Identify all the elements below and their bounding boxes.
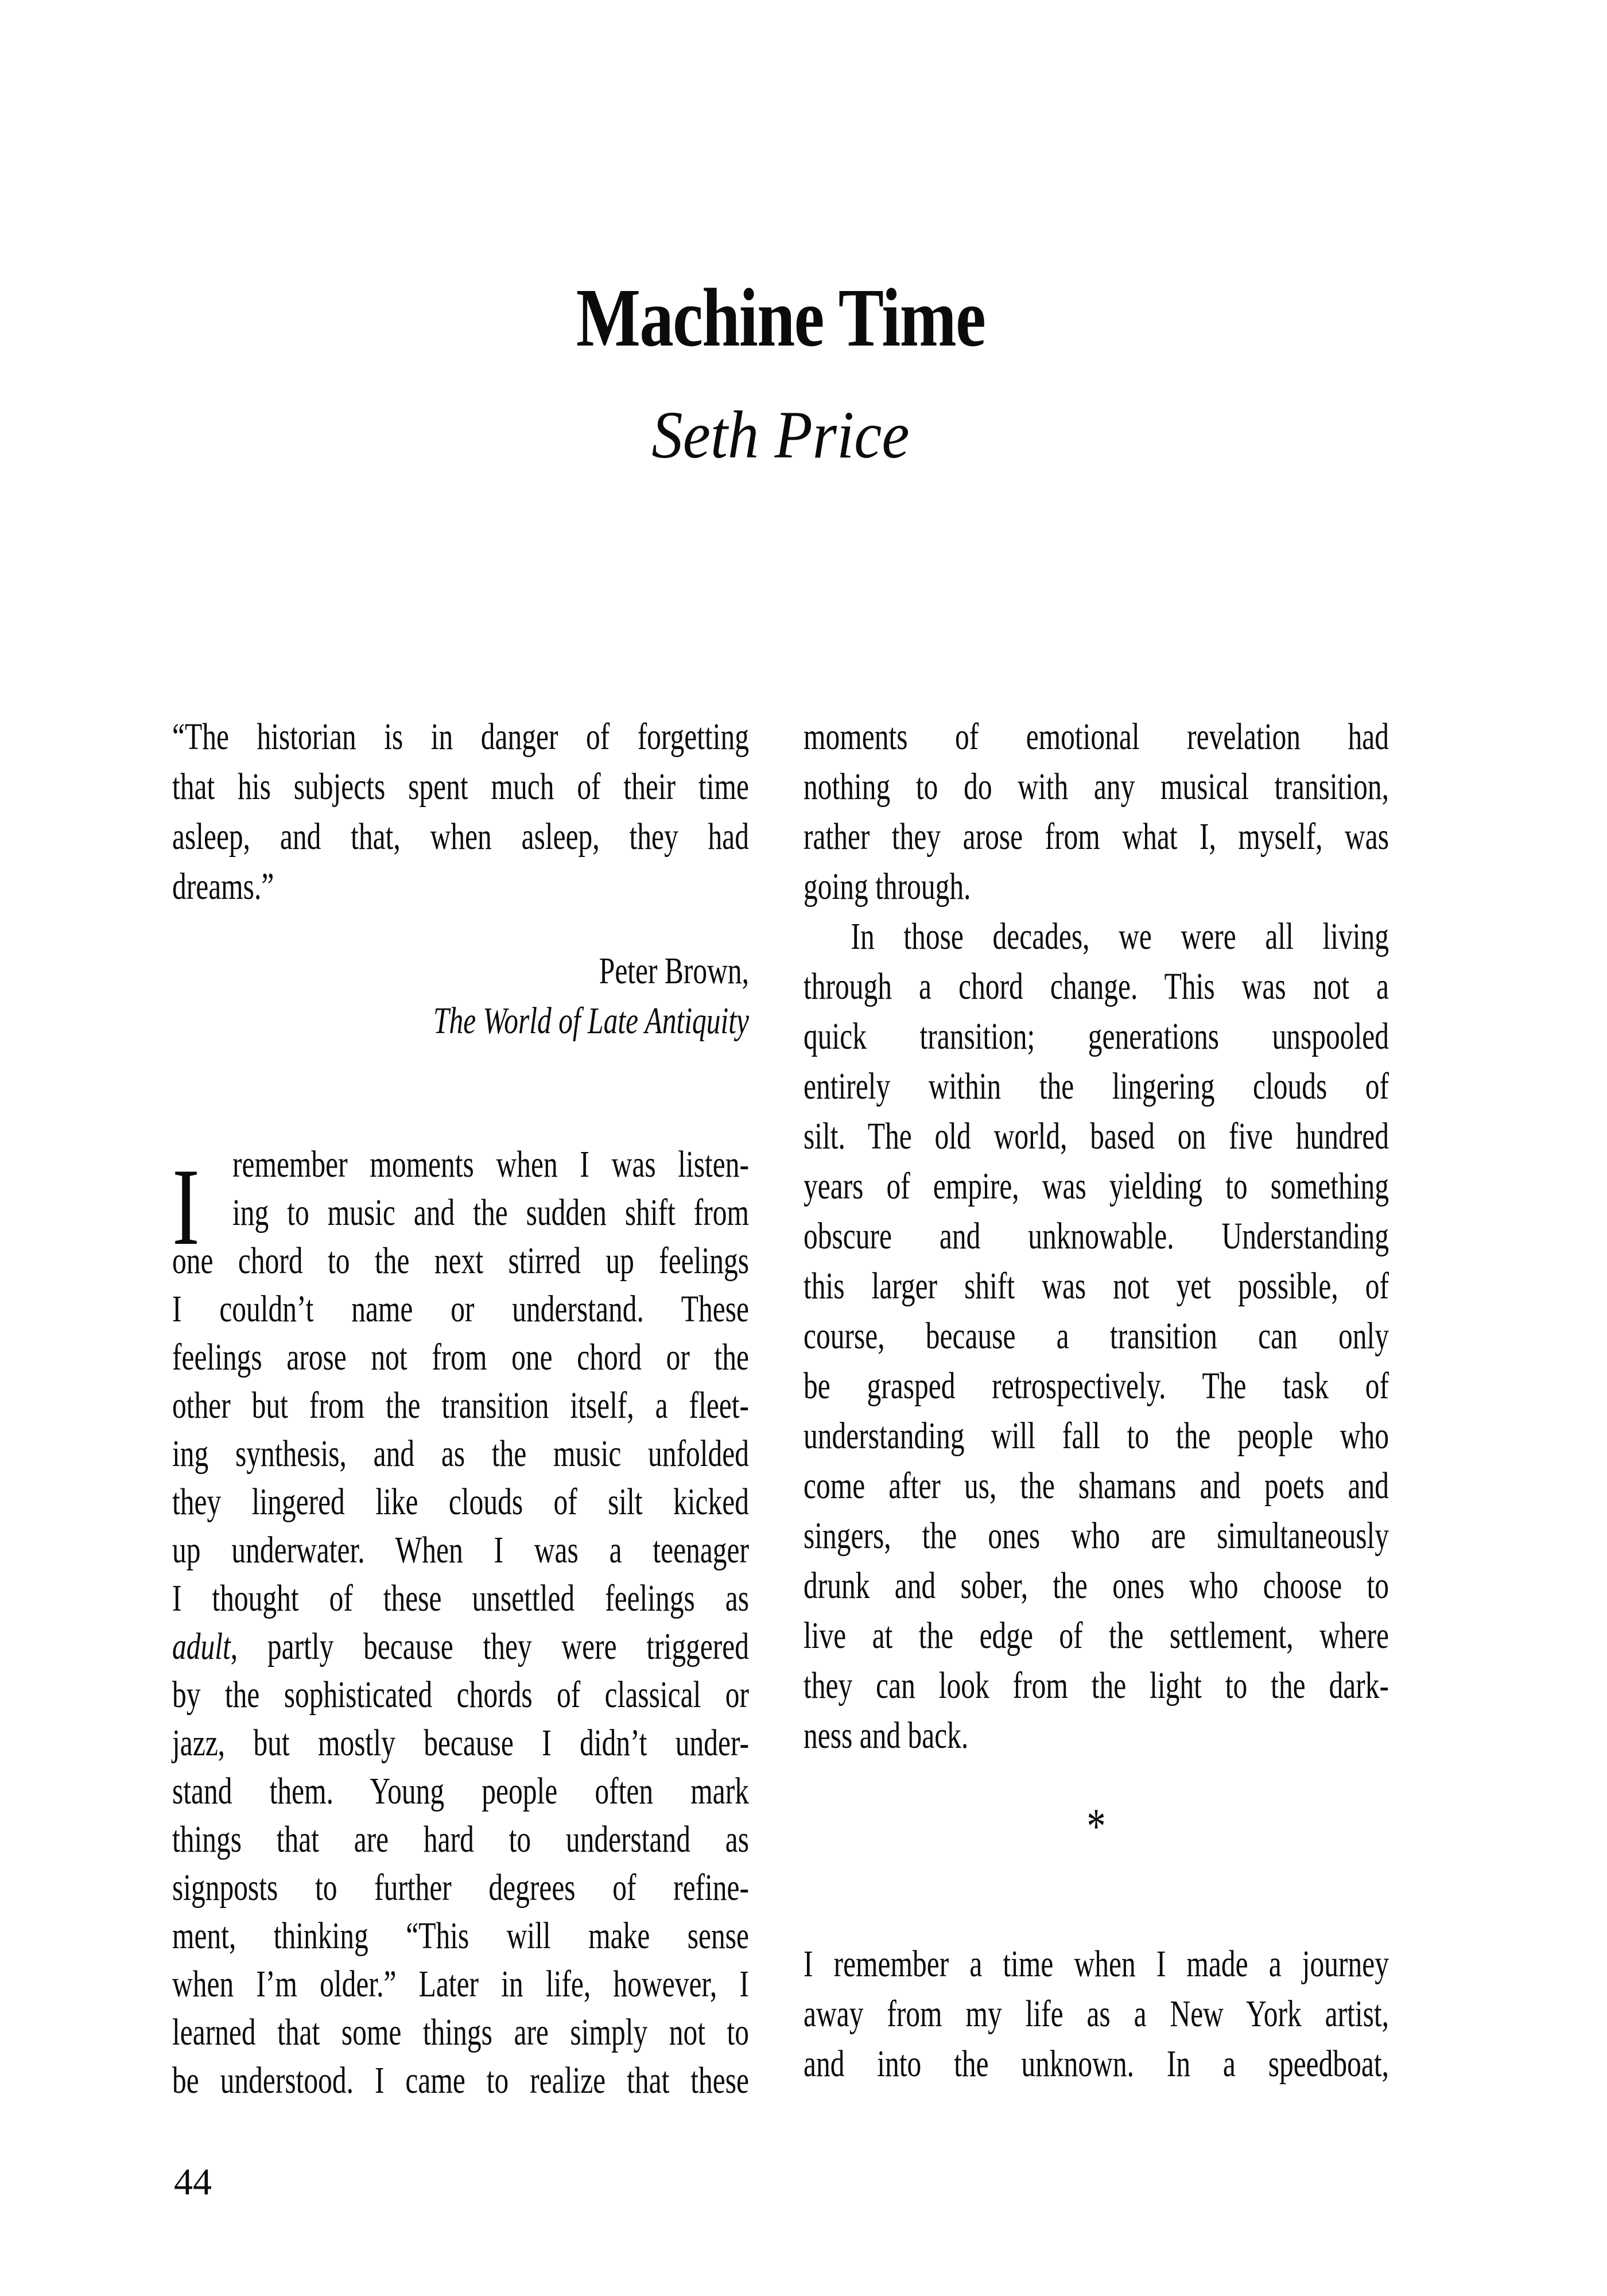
- page-title: Machine Time: [576, 272, 985, 364]
- page-number: 44: [174, 2161, 212, 2203]
- text-line: other but from the transition itself, a fleet-: [172, 1384, 749, 1426]
- left-column: [172, 712, 749, 2105]
- text-line: signposts to further degrees of refine-: [172, 1867, 749, 1909]
- text-line: course, because a transition can only: [804, 1315, 1389, 1357]
- text-line: one chord to the next stirred up feelings: [172, 1240, 749, 1282]
- text-line: I thought of these unsettled feelings as: [172, 1577, 749, 1619]
- text-line: ing synthesis, and as the music unfolded: [172, 1433, 749, 1475]
- continued-paragraph: [804, 712, 1389, 912]
- text-line: they lingered like clouds of silt kicked: [172, 1481, 749, 1523]
- italic-word: adult: [172, 1626, 231, 1667]
- text-line: “The historian is in danger of forgetting: [172, 716, 749, 758]
- attribution-author: Peter Brown,: [599, 950, 749, 992]
- text-line: rather they arose from what I, myself, was: [804, 816, 1389, 858]
- text-line: dreams.”: [172, 866, 274, 907]
- text-line: come after us, the shamans and poets and: [804, 1465, 1389, 1507]
- text-line: be understood. I came to realize that these: [172, 2060, 749, 2101]
- text-line: learned that some things are simply not to: [172, 2011, 749, 2053]
- text-line: that his subjects spent much of their time: [172, 766, 749, 808]
- text-line: obscure and unknowable. Understanding: [804, 1215, 1389, 1257]
- text-line: remember moments when I was listen-: [232, 1143, 749, 1185]
- text-line: [172, 1623, 749, 1671]
- text-line: live at the edge of the settlement, where: [804, 1615, 1389, 1657]
- epigraph: [172, 712, 749, 912]
- text-line: entirely within the lingering clouds of: [804, 1065, 1389, 1107]
- text-line: moments of emotional revelation had: [804, 716, 1389, 758]
- paragraph-lines: [804, 1939, 1389, 2089]
- text-line: quick transition; generations unspooled: [804, 1015, 1389, 1057]
- text-line: drunk and sober, the ones who choose to: [804, 1565, 1389, 1607]
- opening-paragraph: [172, 1141, 749, 2105]
- text-line: be grasped retrospectively. The task of: [804, 1365, 1389, 1407]
- text-line: years of empire, was yielding to something: [804, 1165, 1389, 1207]
- text-line: things that are hard to understand as: [172, 1818, 749, 1860]
- text-line: stand them. Young people often mark: [172, 1770, 749, 1812]
- paragraph-lines: [172, 1141, 749, 1623]
- text-line: ing to music and the sudden shift from: [232, 1192, 749, 1234]
- text-line: understanding will fall to the people who: [804, 1415, 1389, 1457]
- section-break-asterisk: *: [1086, 1799, 1106, 1855]
- text-line: by the sophisticated chords of classical or: [172, 1674, 749, 1716]
- text-line: they can look from the light to the dark-: [804, 1665, 1389, 1707]
- author-byline: Seth Price: [651, 397, 910, 472]
- text-line: feelings arose not from one chord or the: [172, 1336, 749, 1378]
- right-column: [804, 712, 1389, 2089]
- text-line: asleep, and that, when asleep, they had: [172, 816, 749, 858]
- epigraph-attribution: [172, 946, 749, 1046]
- text-line: up underwater. When I was a teenager: [172, 1529, 749, 1571]
- text-line: I couldn’t name or understand. These: [172, 1288, 749, 1330]
- text-line: nothing to do with any musical transition,: [804, 766, 1389, 808]
- text-line: through a chord change. This was not a: [804, 965, 1389, 1007]
- epigraph-lines: [172, 712, 749, 862]
- text-line: away from my life as a New York artist,: [804, 1993, 1389, 2035]
- text-line: when I’m older.” Later in life, however, I: [172, 1963, 749, 2005]
- line-remainder: , partly because they were triggered: [230, 1626, 749, 1667]
- text-line: jazz, but mostly because I didn’t under-: [172, 1722, 749, 1764]
- second-paragraph: [804, 912, 1389, 1760]
- text-line: and into the unknown. In a speedboat,: [804, 2043, 1389, 2085]
- text-line: I remember a time when I made a journey: [804, 1943, 1389, 1985]
- text-line: going through.: [804, 866, 971, 907]
- paragraph-lines: [804, 712, 1389, 862]
- third-paragraph: [804, 1939, 1389, 2089]
- attribution-work-title: The World of Late Antiquity: [433, 1000, 749, 1042]
- text-line: this larger shift was not yet possible, of: [804, 1265, 1389, 1307]
- text-line: ness and back.: [804, 1715, 969, 1756]
- text-line: silt. The old world, based on five hundred: [804, 1115, 1389, 1157]
- paragraph-lines: [172, 1671, 749, 2105]
- text-line: singers, the ones who are simultaneously: [804, 1515, 1389, 1557]
- drop-cap: I: [172, 1146, 200, 1268]
- text-line: ment, thinking “This will make sense: [172, 1915, 749, 1957]
- text-line: In those decades, we were all living: [851, 916, 1389, 957]
- paragraph-lines: [804, 912, 1389, 1711]
